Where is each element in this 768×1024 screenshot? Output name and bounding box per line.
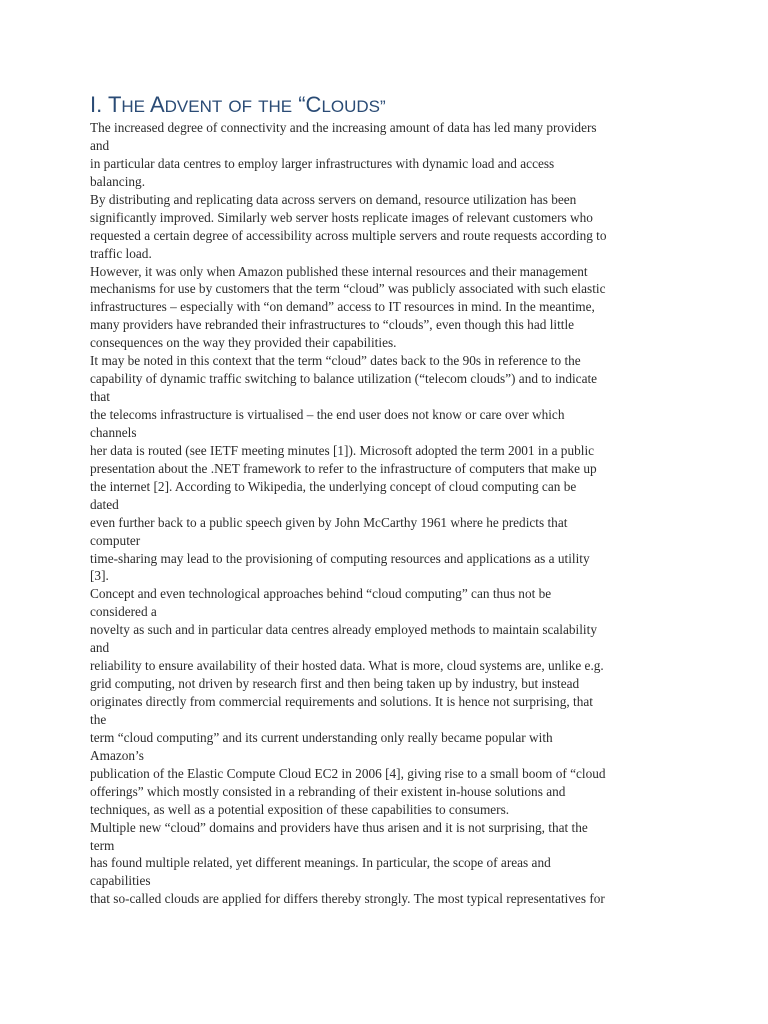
text-line: mechanisms for use by customers that the term “cloud” was publicly associated with such elastic (90, 281, 606, 297)
text-line: term (90, 837, 115, 853)
text-line: originates directly from commercial requirements and solutions. It is hence not surprising, that (90, 694, 593, 709)
text-line: that (90, 389, 110, 405)
heading-word: OF (228, 97, 252, 116)
text-line: The increased degree of connectivity and the increasing amount of data has led many providers (90, 120, 597, 135)
text-line: the internet [2]. According to Wikipedia, the underlying concept of cloud computing can be (90, 478, 577, 494)
text-line: the telecoms infrastructure is virtualised – the end user does not know or care over which (90, 407, 565, 422)
text-line: techniques, as well as a potential exposition of these capabilities to consumers. (90, 801, 510, 817)
text-line: channels (90, 424, 137, 440)
text-line: many providers have rebranded their infrastructures to “clouds”, even though this had little (90, 317, 575, 333)
text-line: traffic load. (90, 245, 152, 261)
text-line: dated (90, 496, 119, 512)
text-line: [3]. (90, 568, 109, 584)
text-line: even further back to a public speech given by John McCarthy 1961 where he predicts that (90, 514, 568, 530)
heading-word: “CLOUDS” (298, 92, 386, 117)
text-line: capabilities (90, 873, 151, 889)
heading-number: I. (90, 92, 103, 117)
text-line: balancing. (90, 173, 146, 189)
text-line: considered a (90, 604, 157, 620)
text-line: significantly improved. Similarly web server hosts replicate images of relevant customers who (90, 209, 593, 225)
text-line: in particular data centres to employ larger infrastructures with dynamic load and access (90, 155, 555, 171)
text-line: novelty as such and in particular data centres already employed methods to maintain scalability (90, 622, 597, 638)
text-line: infrastructures – especially with “on demand” access to IT resources in mind. In the meantime, (90, 299, 595, 315)
text-line: capability of dynamic traffic switching to balance utilization (“telecom clouds”) and to indicate (90, 371, 598, 387)
text-line: presentation about the .NET framework to refer to the infrastructure of computers that make up (90, 460, 597, 476)
body-text (90, 119, 690, 908)
text-line: Concept and even technological approaches behind “cloud computing” can thus not be (90, 586, 552, 602)
text-line: computer (90, 532, 141, 548)
text-line: Amazon’s (90, 747, 144, 763)
text-line: However, it was only when Amazon published these internal resources and their management (90, 263, 588, 279)
text-line: has found multiple related, yet different meanings. In particular, the scope of areas and (90, 855, 551, 871)
text-line: that so-called clouds are applied for differs thereby strongly. The most typical representatives for (90, 891, 605, 907)
text-line: and (90, 137, 110, 153)
text-line: Multiple new “cloud” domains and providers have thus arisen and it is not surprising, that the (90, 819, 588, 835)
text-line: consequences on the way they provided their capabilities. (90, 335, 397, 351)
text-line: publication of the Elastic Compute Cloud EC2 in 2006 [4], giving rise to a small boom of “cloud (90, 765, 606, 781)
text-line: time-sharing may lead to the provisioning of computing resources and applications as a utility (90, 550, 590, 566)
text-line: By distributing and replicating data across servers on demand, resource utilization has been (90, 191, 577, 207)
heading-word: THE (107, 92, 146, 117)
text-line: grid computing, not driven by research first and then being taken up by industry, but instead (90, 676, 580, 692)
text-line: offerings” which mostly consisted in a rebranding of their existent in-house solutions and (90, 783, 566, 799)
text-line: the (90, 711, 107, 727)
section-heading (90, 92, 386, 120)
text-line: and (90, 640, 110, 656)
text-line: term “cloud computing” and its current understanding only really became popular with (90, 729, 553, 745)
text-line: reliability to ensure availability of their hosted data. What is more, cloud systems are, unlike e.g. (90, 658, 604, 674)
heading-word: ADVENT (149, 92, 223, 117)
heading-word: THE (258, 97, 293, 116)
text-line: It may be noted in this context that the term “cloud” dates back to the 90s in reference to the (90, 353, 581, 369)
text-line: requested a certain degree of accessibility across multiple servers and route requests according to (90, 227, 607, 243)
text-line: her data is routed (see IETF meeting minutes [1]). Microsoft adopted the term 2001 in a public (90, 442, 595, 458)
